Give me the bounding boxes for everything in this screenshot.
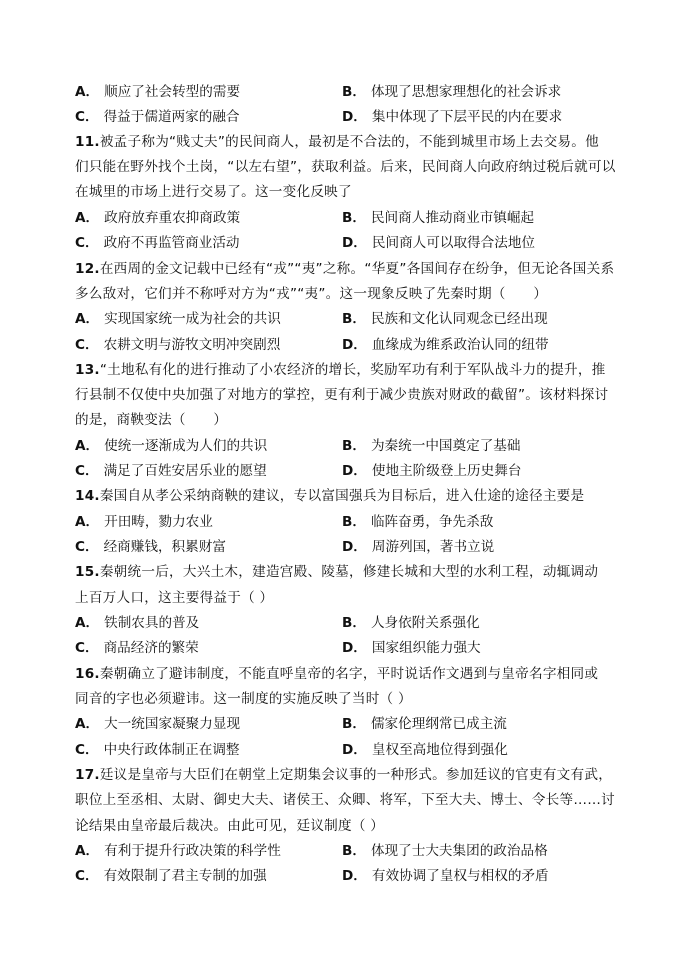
question-12-line-1: 12.在西周的金文记载中已经有“戎”“夷”之称。“华夏”各国间存在纷争，但无论各国关系	[75, 261, 615, 277]
question-12-option-b: B． 民族和文化认同观念已经出现	[342, 311, 548, 327]
question-11-option-a: A． 政府放弃重农抑商政策	[75, 210, 241, 226]
question-15-line-1: 15.秦朝统一后，大兴土木，建造宫殿、陵墓，修建长城和大型的水利工程，动辄调动	[75, 564, 599, 580]
question-11-line-3: 在城里的市场上进行交易了。这一变化反映了	[75, 184, 352, 200]
prev-option-b: B． 体现了思想家理想化的社会诉求	[342, 84, 562, 100]
question-15-option-a: A． 铁制农具的普及	[75, 615, 200, 631]
prev-option-c: C． 得益于儒道两家的融合	[75, 109, 240, 125]
question-11-option-c: C． 政府不再监管商业活动	[75, 235, 240, 251]
question-11-option-d: D． 民间商人可以取得合法地位	[342, 235, 536, 251]
question-13-line-3: 的是，商鞅变法（ ）	[75, 412, 228, 428]
question-15-option-c: C． 商品经济的繁荣	[75, 640, 199, 656]
prev-option-d: D． 集中体现了下层平民的内在要求	[342, 109, 563, 125]
question-17-option-a: A． 有利于提升行政决策的科学性	[75, 843, 281, 859]
question-16-option-a: A． 大一统国家凝聚力显现	[75, 716, 241, 732]
question-14-option-a: A． 开田畴，勠力农业	[75, 514, 213, 530]
question-13-option-a: A． 使统一逐渐成为人们的共识	[75, 438, 268, 454]
question-17-line-1: 17.廷议是皇帝与大臣们在朝堂上定期集会议事的一种形式。参加廷议的官吏有文有武，	[75, 767, 613, 783]
question-15-option-d: D． 国家组织能力强大	[342, 640, 481, 656]
question-16-option-d: D． 皇权至高地位得到强化	[342, 742, 508, 758]
question-12-option-a: A． 实现国家统一成为社会的共识	[75, 311, 281, 327]
question-13-line-1: 13.“土地私有化的进行推动了小农经济的增长，奖励军功有利于军队战斗力的提升，推	[75, 362, 606, 378]
question-17-option-c: C． 有效限制了君主专制的加强	[75, 868, 267, 884]
question-17-option-d: D． 有效协调了皇权与相权的矛盾	[342, 868, 549, 884]
question-16-option-b: B． 儒家伦理纲常已成主流	[342, 716, 507, 732]
question-12-option-c: C． 农耕文明与游牧文明冲突剧烈	[75, 337, 281, 353]
question-17-line-3: 论结果由皇帝最后裁决。由此可见，廷议制度（ ）	[75, 818, 385, 834]
question-13-line-2: 行县制不仅使中央加强了对地方的掌控，更有利于减少贵族对财政的截留”。该材料探讨	[75, 387, 609, 403]
question-14-line-1: 14.秦国自从孝公采纳商鞅的建议，专以富国强兵为目标后，进入仕途的途径主要是	[75, 488, 585, 504]
question-15-line-2: 上百万人口，这主要得益于（ ）	[75, 590, 274, 606]
question-11-line-1: 11.被孟子称为“贱丈夫”的民间商人，最初是不合法的，不能到城里市场上去交易。他	[75, 134, 599, 150]
question-12-line-2: 多么敌对，它们并不称呼对方为“戎”“夷”。这一现象反映了先秦时期（ ）	[75, 286, 548, 302]
question-14-option-d: D． 周游列国，著书立说	[342, 539, 495, 555]
question-17-option-b: B． 体现了士大夫集团的政治品格	[342, 843, 548, 859]
question-14-option-b: B． 临阵奋勇，争先杀敌	[342, 514, 494, 530]
question-12-option-d: D． 血缘成为维系政治认同的纽带	[342, 337, 549, 353]
question-16-option-c: C． 中央行政体制正在调整	[75, 742, 240, 758]
question-14-option-c: C． 经商赚钱，积累财富	[75, 539, 226, 555]
question-13-option-b: B． 为秦统一中国奠定了基础	[342, 438, 521, 454]
prev-option-a: A． 顺应了社会转型的需要	[75, 84, 241, 100]
question-16-line-1: 16.秦朝确立了避讳制度，不能直呼皇帝的名字，平时说话作文遇到与皇帝名字相同或	[75, 666, 599, 682]
question-13-option-c: C． 满足了百姓安居乐业的愿望	[75, 463, 267, 479]
question-11-option-b: B． 民间商人推动商业市镇崛起	[342, 210, 535, 226]
question-17-line-2: 职位上至丞相、太尉、御史大夫、诸侯王、众卿、将军，下至大夫、博士、令长等……讨	[75, 792, 615, 808]
question-13-option-d: D． 使地主阶级登上历史舞台	[342, 463, 522, 479]
question-16-line-2: 同音的字也必须避讳。这一制度的实施反映了当时（ ）	[75, 691, 412, 707]
question-15-option-b: B． 人身依附关系强化	[342, 615, 480, 631]
question-11-line-2: 们只能在野外找个土岗，“以左右望”，获取利益。后来，民间商人向政府纳过税后就可以	[75, 159, 616, 175]
